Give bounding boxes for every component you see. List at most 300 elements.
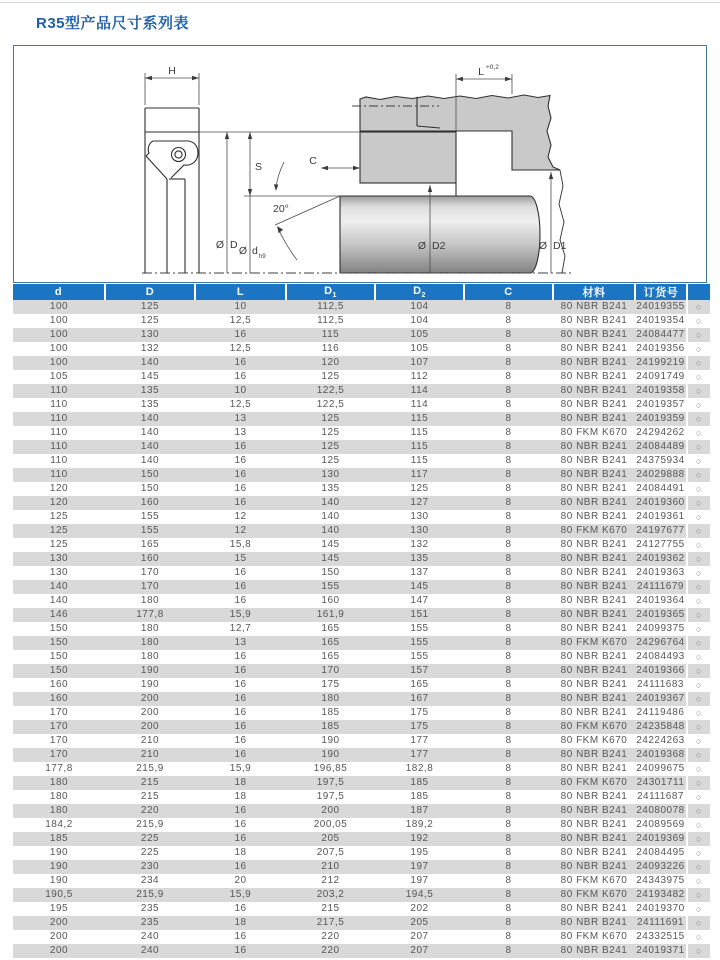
table-cell: 15,9 <box>195 762 286 776</box>
table-cell: 155 <box>375 636 464 650</box>
table-cell: 24301711 <box>635 776 687 790</box>
table-cell: 16 <box>195 692 286 706</box>
table-cell: 24127755 <box>635 538 687 552</box>
table-cell: 215,9 <box>105 888 195 902</box>
table-cell: 80 NBR B241 <box>553 384 635 398</box>
table-cell: 170 <box>105 566 195 580</box>
seal-installation-diagram <box>14 46 705 281</box>
table-cell: 8 <box>464 608 553 622</box>
table-row <box>13 636 710 650</box>
table-cell: 185 <box>375 776 464 790</box>
table-row <box>13 790 710 804</box>
table-cell: 80 NBR B241 <box>553 804 635 818</box>
table-row <box>13 692 710 706</box>
table-cell: 80 NBR B241 <box>553 510 635 524</box>
table-cell: 16 <box>195 678 286 692</box>
table-cell: 80 NBR B241 <box>553 356 635 370</box>
dim-label-D1: D1 <box>553 240 567 252</box>
table-cell: 24019358 <box>635 384 687 398</box>
table-cell: 165 <box>286 622 375 636</box>
availability-mark: ○ <box>687 790 710 804</box>
table-cell: 140 <box>13 594 105 608</box>
availability-mark: ○ <box>687 398 710 412</box>
table-cell: 161,9 <box>286 608 375 622</box>
table-cell: 24019356 <box>635 342 687 356</box>
table-cell: 24296764 <box>635 636 687 650</box>
table-row <box>13 370 710 384</box>
table-cell: 8 <box>464 916 553 930</box>
table-cell: 80 NBR B241 <box>553 496 635 510</box>
table-cell: 220 <box>286 944 375 958</box>
table-row <box>13 734 710 748</box>
table-cell: 80 FKM K670 <box>553 874 635 888</box>
table-cell: 135 <box>375 552 464 566</box>
table-cell: 8 <box>464 538 553 552</box>
table-cell: 215 <box>105 790 195 804</box>
table-cell: 24091749 <box>635 370 687 384</box>
table-cell: 80 NBR B241 <box>553 846 635 860</box>
table-cell: 16 <box>195 328 286 342</box>
table-cell: 184,2 <box>13 818 105 832</box>
table-row <box>13 412 710 426</box>
table-cell: 18 <box>195 790 286 804</box>
table-cell: 8 <box>464 440 553 454</box>
table-cell: 15,8 <box>195 538 286 552</box>
table-cell: 80 NBR B241 <box>553 944 635 958</box>
table-cell: 190 <box>105 678 195 692</box>
table-cell: 122,5 <box>286 384 375 398</box>
availability-mark: ○ <box>687 468 710 482</box>
table-cell: 100 <box>13 300 105 314</box>
table-cell: 125 <box>105 300 195 314</box>
table-row <box>13 622 710 636</box>
table-cell: 120 <box>13 482 105 496</box>
table-cell: 16 <box>195 594 286 608</box>
table-cell: 107 <box>375 356 464 370</box>
technical-drawing-box <box>13 45 707 283</box>
table-row <box>13 524 710 538</box>
table-cell: 165 <box>105 538 195 552</box>
dimension-series-table <box>13 284 710 958</box>
table-cell: 24343975 <box>635 874 687 888</box>
availability-mark: ○ <box>687 706 710 720</box>
availability-mark: ○ <box>687 818 710 832</box>
table-cell: 16 <box>195 818 286 832</box>
table-cell: 16 <box>195 370 286 384</box>
table-cell: 8 <box>464 748 553 762</box>
table-cell: 8 <box>464 384 553 398</box>
table-cell: 80 FKM K670 <box>553 524 635 538</box>
availability-mark: ○ <box>687 720 710 734</box>
table-cell: 80 NBR B241 <box>553 468 635 482</box>
table-cell: 116 <box>286 342 375 356</box>
availability-mark: ○ <box>687 300 710 314</box>
table-cell: 130 <box>286 468 375 482</box>
table-cell: 8 <box>464 902 553 916</box>
table-row <box>13 902 710 916</box>
availability-mark: ○ <box>687 664 710 678</box>
table-row <box>13 846 710 860</box>
table-cell: 187 <box>375 804 464 818</box>
table-cell: 132 <box>375 538 464 552</box>
table-cell: 150 <box>13 622 105 636</box>
table-cell: 140 <box>105 440 195 454</box>
table-cell: 8 <box>464 496 553 510</box>
availability-mark: ○ <box>687 370 710 384</box>
table-cell: 24019366 <box>635 664 687 678</box>
table-cell: 130 <box>13 566 105 580</box>
broken-edge <box>559 170 565 273</box>
table-cell: 24019361 <box>635 510 687 524</box>
table-row <box>13 678 710 692</box>
table-cell: 130 <box>375 524 464 538</box>
table-cell: 197 <box>375 860 464 874</box>
table-cell: 16 <box>195 482 286 496</box>
table-row <box>13 594 710 608</box>
table-cell: 16 <box>195 440 286 454</box>
table-cell: 192 <box>375 832 464 846</box>
table-row <box>13 608 710 622</box>
table-cell: 205 <box>286 832 375 846</box>
table-cell: 104 <box>375 314 464 328</box>
table-row <box>13 720 710 734</box>
table-cell: 80 NBR B241 <box>553 748 635 762</box>
table-cell: 130 <box>13 552 105 566</box>
dim-label-l-tolerance: +0,2 <box>486 64 499 71</box>
table-cell: 24119486 <box>635 706 687 720</box>
dim-label-angle: 20° <box>273 203 289 215</box>
table-cell: 24111691 <box>635 916 687 930</box>
table-cell: 80 NBR B241 <box>553 762 635 776</box>
table-cell: 18 <box>195 776 286 790</box>
dim-label-D: D <box>230 239 238 251</box>
table-cell: 175 <box>375 706 464 720</box>
table-cell: 12 <box>195 524 286 538</box>
table-cell: 182,8 <box>375 762 464 776</box>
table-cell: 140 <box>13 580 105 594</box>
table-cell: 125 <box>286 440 375 454</box>
availability-mark: ○ <box>687 846 710 860</box>
table-cell: 212 <box>286 874 375 888</box>
availability-mark: ○ <box>687 328 710 342</box>
table-cell: 16 <box>195 930 286 944</box>
table-cell: 240 <box>105 930 195 944</box>
table-cell: 127 <box>375 496 464 510</box>
housing-left-block <box>360 132 456 183</box>
table-cell: 114 <box>375 384 464 398</box>
table-cell: 80 NBR B241 <box>553 902 635 916</box>
availability-mark: ○ <box>687 944 710 958</box>
table-cell: 117 <box>375 468 464 482</box>
table-cell: 105 <box>13 370 105 384</box>
availability-mark: ○ <box>687 440 710 454</box>
table-cell: 200 <box>13 944 105 958</box>
table-cell: 16 <box>195 706 286 720</box>
table-cell: 8 <box>464 328 553 342</box>
table-row <box>13 916 710 930</box>
table-cell: 180 <box>13 804 105 818</box>
table-row <box>13 314 710 328</box>
table-cell: 20 <box>195 874 286 888</box>
table-cell: 125 <box>13 524 105 538</box>
table-cell: 200 <box>105 692 195 706</box>
table-cell: 8 <box>464 412 553 426</box>
table-cell: 80 NBR B241 <box>553 650 635 664</box>
table-cell: 24224263 <box>635 734 687 748</box>
table-cell: 80 NBR B241 <box>553 608 635 622</box>
table-cell: 235 <box>105 916 195 930</box>
table-row <box>13 440 710 454</box>
table-cell: 24084493 <box>635 650 687 664</box>
dim-label-l: L <box>478 66 484 78</box>
table-cell: 155 <box>375 622 464 636</box>
table-cell: 8 <box>464 944 553 958</box>
availability-mark: ○ <box>687 636 710 650</box>
table-cell: 190 <box>286 734 375 748</box>
table-cell: 125 <box>286 426 375 440</box>
table-cell: 122,5 <box>286 398 375 412</box>
availability-mark: ○ <box>687 566 710 580</box>
table-cell: 24111679 <box>635 580 687 594</box>
table-cell: 177,8 <box>105 608 195 622</box>
table-cell: 8 <box>464 804 553 818</box>
table-cell: 180 <box>13 776 105 790</box>
table-cell: 160 <box>105 496 195 510</box>
table-cell: 80 NBR B241 <box>553 790 635 804</box>
table-cell: 80 NBR B241 <box>553 300 635 314</box>
table-cell: 210 <box>105 734 195 748</box>
table-cell: 80 FKM K670 <box>553 734 635 748</box>
table-cell: 16 <box>195 650 286 664</box>
availability-mark: ○ <box>687 622 710 636</box>
table-cell: 15 <box>195 552 286 566</box>
table-cell: 24080078 <box>635 804 687 818</box>
table-cell: 190 <box>105 664 195 678</box>
dim-label-d-sub: h9 <box>259 254 266 260</box>
table-cell: 155 <box>105 524 195 538</box>
table-cell: 24019368 <box>635 748 687 762</box>
table-cell: 80 NBR B241 <box>553 916 635 930</box>
table-cell: 16 <box>195 720 286 734</box>
shaft <box>340 196 540 273</box>
table-cell: 240 <box>105 944 195 958</box>
table-cell: 24111687 <box>635 790 687 804</box>
availability-mark: ○ <box>687 384 710 398</box>
table-cell: 8 <box>464 790 553 804</box>
table-cell: 8 <box>464 552 553 566</box>
table-cell: 114 <box>375 398 464 412</box>
table-cell: 112,5 <box>286 300 375 314</box>
table-cell: 80 NBR B241 <box>553 706 635 720</box>
table-cell: 125 <box>286 454 375 468</box>
table-cell: 80 NBR B241 <box>553 398 635 412</box>
table-cell: 80 NBR B241 <box>553 860 635 874</box>
table-cell: 135 <box>105 398 195 412</box>
table-cell: 104 <box>375 300 464 314</box>
table-cell: 8 <box>464 510 553 524</box>
table-cell: 175 <box>375 720 464 734</box>
table-cell: 24019371 <box>635 944 687 958</box>
availability-mark: ○ <box>687 734 710 748</box>
table-cell: 190 <box>13 874 105 888</box>
table-cell: 13 <box>195 412 286 426</box>
table-cell: 137 <box>375 566 464 580</box>
table-cell: 8 <box>464 356 553 370</box>
table-cell: 190 <box>13 860 105 874</box>
table-cell: 8 <box>464 370 553 384</box>
availability-mark: ○ <box>687 748 710 762</box>
table-row <box>13 650 710 664</box>
table-cell: 140 <box>105 454 195 468</box>
table-cell: 80 NBR B241 <box>553 482 635 496</box>
table-cell: 177 <box>375 734 464 748</box>
table-row <box>13 468 710 482</box>
table-cell: 207,5 <box>286 846 375 860</box>
table-cell: 80 FKM K670 <box>553 930 635 944</box>
table-cell: 16 <box>195 664 286 678</box>
table-cell: 200 <box>13 930 105 944</box>
table-cell: 24019362 <box>635 552 687 566</box>
table-cell: 170 <box>105 580 195 594</box>
table-row <box>13 342 710 356</box>
table-cell: 8 <box>464 776 553 790</box>
table-cell: 140 <box>286 524 375 538</box>
table-cell: 110 <box>13 454 105 468</box>
table-cell: 8 <box>464 888 553 902</box>
table-cell: 160 <box>105 552 195 566</box>
table-row <box>13 804 710 818</box>
table-row <box>13 510 710 524</box>
table-cell: 80 FKM K670 <box>553 888 635 902</box>
table-cell: 24019360 <box>635 496 687 510</box>
table-cell: 145 <box>286 538 375 552</box>
table-cell: 190 <box>286 748 375 762</box>
availability-mark: ○ <box>687 454 710 468</box>
table-cell: 140 <box>286 510 375 524</box>
table-cell: 24019369 <box>635 832 687 846</box>
table-cell: 220 <box>105 804 195 818</box>
table-cell: 189,2 <box>375 818 464 832</box>
table-cell: 120 <box>286 356 375 370</box>
table-row <box>13 580 710 594</box>
table-cell: 151 <box>375 608 464 622</box>
table-cell: 8 <box>464 720 553 734</box>
table-cell: 24099675 <box>635 762 687 776</box>
table-cell: 190 <box>13 846 105 860</box>
table-cell: 80 NBR B241 <box>553 328 635 342</box>
table-cell: 8 <box>464 818 553 832</box>
table-cell: 170 <box>13 720 105 734</box>
table-cell: 115 <box>375 440 464 454</box>
seal-cross-section <box>145 108 199 273</box>
table-cell: 24294262 <box>635 426 687 440</box>
availability-mark: ○ <box>687 538 710 552</box>
table-cell: 185 <box>286 720 375 734</box>
availability-mark: ○ <box>687 860 710 874</box>
table-row <box>13 566 710 580</box>
table-cell: 16 <box>195 356 286 370</box>
column-header-L: L <box>195 284 286 300</box>
table-cell: 24332515 <box>635 930 687 944</box>
table-cell: 180 <box>286 692 375 706</box>
table-cell: 145 <box>286 552 375 566</box>
table-cell: 205 <box>375 916 464 930</box>
table-row <box>13 930 710 944</box>
table-cell: 177,8 <box>13 762 105 776</box>
table-row <box>13 888 710 902</box>
availability-mark: ○ <box>687 678 710 692</box>
table-cell: 105 <box>375 328 464 342</box>
table-cell: 8 <box>464 650 553 664</box>
table-cell: 197,5 <box>286 790 375 804</box>
dim-label-phi-d: Ø <box>238 245 247 257</box>
table-cell: 24099375 <box>635 622 687 636</box>
table-cell: 110 <box>13 384 105 398</box>
table-cell: 200 <box>105 720 195 734</box>
availability-mark: ○ <box>687 482 710 496</box>
table-cell: 125 <box>286 370 375 384</box>
availability-mark: ○ <box>687 888 710 902</box>
table-cell: 80 NBR B241 <box>553 622 635 636</box>
table-cell: 16 <box>195 832 286 846</box>
table-cell: 8 <box>464 398 553 412</box>
table-cell: 196,85 <box>286 762 375 776</box>
table-cell: 12,5 <box>195 398 286 412</box>
table-cell: 100 <box>13 342 105 356</box>
table-cell: 24029888 <box>635 468 687 482</box>
table-cell: 16 <box>195 468 286 482</box>
table-cell: 12,7 <box>195 622 286 636</box>
table-cell: 210 <box>105 748 195 762</box>
dim-label-d: d <box>252 245 258 257</box>
table-cell: 234 <box>105 874 195 888</box>
column-header-d: d <box>13 284 105 300</box>
table-cell: 170 <box>286 664 375 678</box>
dim-label-h: H <box>168 65 176 77</box>
table-cell: 132 <box>105 342 195 356</box>
table-cell: 8 <box>464 930 553 944</box>
table-cell: 16 <box>195 804 286 818</box>
table-cell: 150 <box>286 566 375 580</box>
table-cell: 125 <box>105 314 195 328</box>
table-cell: 150 <box>105 482 195 496</box>
table-cell: 12 <box>195 510 286 524</box>
availability-mark: ○ <box>687 496 710 510</box>
table-cell: 80 FKM K670 <box>553 776 635 790</box>
availability-mark: ○ <box>687 608 710 622</box>
table-cell: 18 <box>195 916 286 930</box>
table-row <box>13 832 710 846</box>
table-cell: 150 <box>13 664 105 678</box>
table-cell: 80 NBR B241 <box>553 594 635 608</box>
table-cell: 24235848 <box>635 720 687 734</box>
table-cell: 203,2 <box>286 888 375 902</box>
table-cell: 16 <box>195 496 286 510</box>
table-row <box>13 482 710 496</box>
column-header-D: $D_2$ <box>375 284 464 300</box>
table-cell: 8 <box>464 314 553 328</box>
table-cell: 155 <box>105 510 195 524</box>
table-cell: 160 <box>286 594 375 608</box>
table-cell: 16 <box>195 734 286 748</box>
table-cell: 80 NBR B241 <box>553 692 635 706</box>
availability-mark: ○ <box>687 552 710 566</box>
table-cell: 100 <box>13 314 105 328</box>
table-cell: 125 <box>286 412 375 426</box>
table-cell: 8 <box>464 874 553 888</box>
table-cell: 24019363 <box>635 566 687 580</box>
table-cell: 10 <box>195 300 286 314</box>
